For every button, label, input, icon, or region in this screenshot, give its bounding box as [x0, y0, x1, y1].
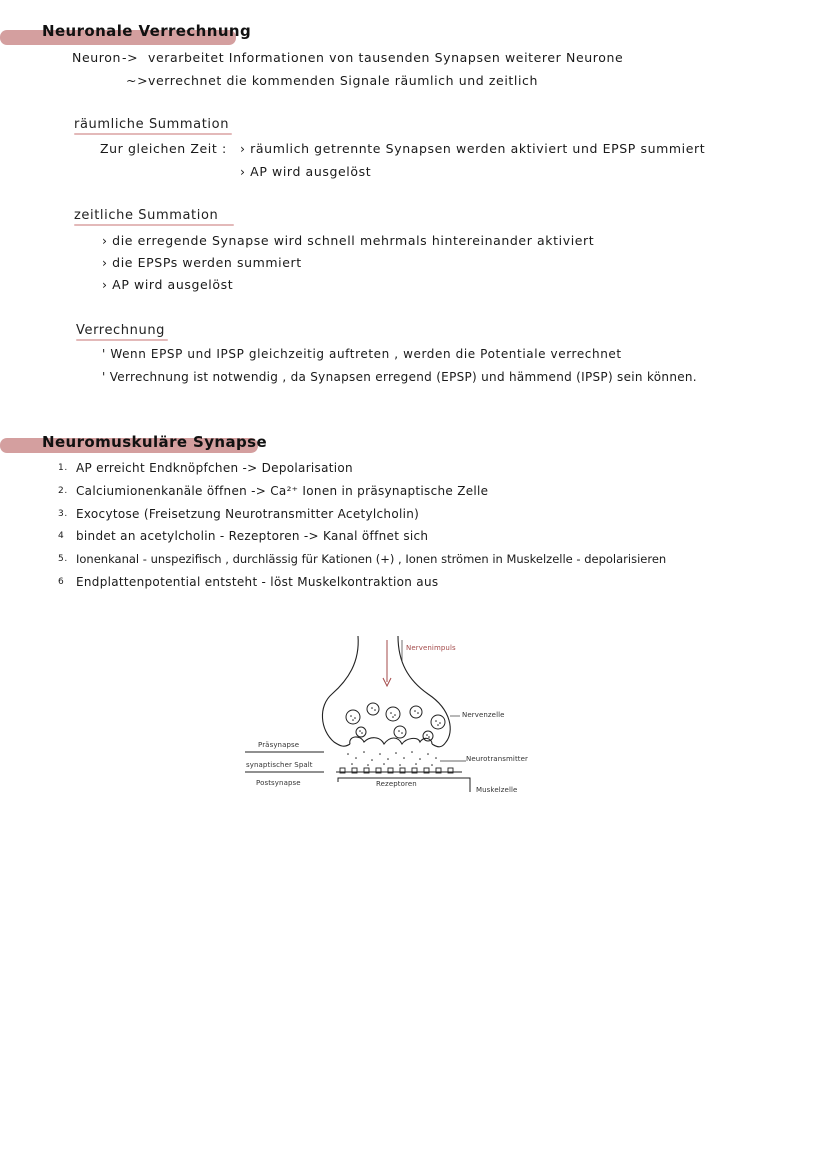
temporal-bullet-3: › AP wird ausgelöst — [102, 277, 234, 292]
subheading-underline — [74, 133, 232, 135]
temporal-bullet-1: › die erregende Synapse wird schnell mehrmals hintereinander aktiviert — [102, 233, 595, 248]
neurotransmitter-dots — [347, 751, 437, 766]
vesicles — [346, 703, 445, 741]
neuron-line-2: verrechnet die kommenden Signale räumlich und zeitlich — [148, 73, 539, 88]
step-text: Exocytose (Freisetzung Neurotransmitter Acetylcholin) — [76, 507, 420, 521]
subheading-temporal: zeitliche Summation — [74, 208, 219, 223]
arrow: -> — [122, 50, 139, 65]
nerve-impulse-arrow — [383, 640, 391, 686]
neurotransmitter-label: Neurotransmitter — [466, 755, 529, 763]
subheading-underline — [74, 224, 234, 226]
step-number: 5. — [58, 554, 68, 564]
spatial-prefix: Zur gleichen Zeit : — [100, 141, 227, 156]
step-text: Endplattenpotential entsteht - löst Muskelkontraktion aus — [76, 575, 439, 589]
neuron-line-1: verarbeitet Informationen von tausenden Synapsen weiterer Neurone — [148, 50, 624, 65]
subheading-calc: Verrechnung — [76, 323, 166, 338]
arrow: ~> — [126, 73, 149, 88]
presynapse-label: Präsynapse — [258, 741, 300, 749]
pointer-lines — [402, 640, 466, 761]
postsynapse-label: Postsynapse — [256, 779, 301, 787]
spatial-bullet-1: › räumlich getrennte Synapsen werden aktiviert und EPSP summiert — [240, 141, 706, 156]
section-title-neuronal: Neuronale Verrechnung — [42, 22, 252, 40]
calc-bullet-2: ' Verrechnung ist notwendig , da Synapsen erregend (EPSP) und hämmend (IPSP) sein können. — [102, 370, 697, 384]
subheading-spatial: räumliche Summation — [74, 117, 230, 132]
section-title-neuromuscular: Neuromuskuläre Synapse — [42, 433, 268, 451]
spatial-bullet-2: › AP wird ausgelöst — [240, 164, 372, 179]
neuron-label: Neuron — [72, 50, 121, 65]
step-number: 6 — [58, 577, 65, 587]
cleft-label: synaptischer Spalt — [246, 761, 313, 769]
vesicle-dots — [350, 707, 441, 738]
step-number: 2. — [58, 486, 68, 496]
step-number: 1. — [58, 463, 68, 473]
subheading-underline — [76, 339, 168, 341]
muscle-cell-label: Muskelzelle — [476, 786, 518, 794]
nerve-impulse-label: Nervenimpuls — [406, 644, 456, 652]
step-number: 4 — [58, 531, 65, 541]
step-number: 3. — [58, 509, 68, 519]
nerve-cell-outline — [322, 636, 450, 747]
step-text: bindet an acetylcholin - Rezeptoren -> Kanal öffnet sich — [76, 529, 429, 543]
receptor-row — [336, 768, 462, 773]
calc-bullet-1: ' Wenn EPSP und IPSP gleichzeitig auftreten , werden die Potentiale verrechnet — [102, 347, 622, 361]
nerve-cell-label: Nervenzelle — [462, 711, 505, 719]
receptors-label: Rezeptoren — [376, 780, 417, 788]
step-text: AP erreicht Endknöpfchen -> Depolarisation — [76, 461, 353, 475]
step-text: Ionenkanal - unspezifisch , durchlässig für Kationen (+) , Ionen strömen in Muskelzelle - depolarisieren — [76, 552, 667, 566]
temporal-bullet-2: › die EPSPs werden summiert — [102, 255, 302, 270]
step-text: Calciumionenkanäle öffnen -> Ca²⁺ Ionen in präsynaptische Zelle — [76, 484, 489, 498]
